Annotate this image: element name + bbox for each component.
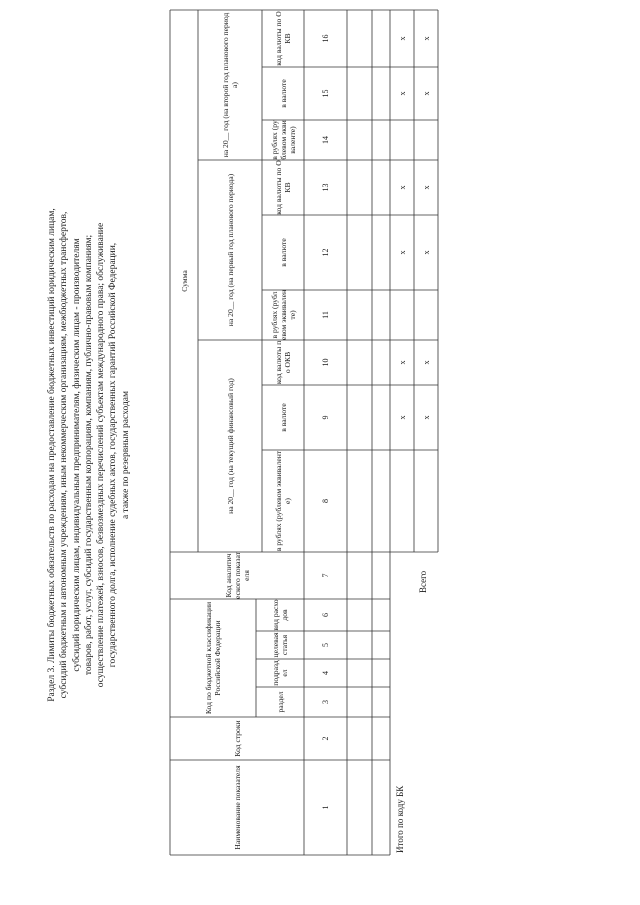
total-label: Всего <box>418 570 428 593</box>
column-number: 11 <box>321 311 330 319</box>
sub-header-cur: в валюте <box>278 238 288 267</box>
title-line: осуществление платежей, взносов, безвозмездных перечислений субъектам международного права; обслуживание <box>96 222 107 688</box>
period1-header: на 20__ год (на текущий финансовый год) <box>225 378 235 514</box>
title-line: а также по резервным расходам <box>120 390 131 520</box>
x-mark: x <box>397 360 407 365</box>
x-mark: x <box>397 36 407 41</box>
x-mark: x <box>421 415 431 420</box>
x-mark: x <box>421 91 431 96</box>
column-number: 7 <box>321 573 330 578</box>
period2-header: на 20__ год (на первый год планового периода) <box>225 173 235 327</box>
x-mark: x <box>397 91 407 96</box>
sub-header-okv: код валюты по ОКВ <box>274 160 292 215</box>
column-number: 16 <box>321 34 330 43</box>
column-number: 9 <box>321 415 330 420</box>
expense-type-header: вид расходов <box>271 599 289 631</box>
name-header: Наименование показателя <box>232 765 242 850</box>
column-number: 3 <box>321 700 330 704</box>
period3-header: на 20__ год (на второй год планового периода) <box>221 12 239 158</box>
sub-header-rub: в рублях (рублевом эквиваленте) <box>269 120 297 160</box>
subsection-header: подраздел <box>271 660 289 686</box>
column-number: 4 <box>321 671 330 675</box>
title-line: государственного долга, исполнение судебных актов, государственных гарантий Российской Федерации, <box>108 242 119 668</box>
x-mark: x <box>397 415 407 420</box>
column-number: 2 <box>321 736 330 741</box>
x-mark: x <box>397 185 407 190</box>
row-code-header: Код строки <box>232 720 242 757</box>
x-mark: x <box>421 185 431 190</box>
title-line: Раздел 3. Лимиты бюджетных обязательств по расходам на предоставление бюджетных инвестиций юридическим лицам, <box>47 208 57 702</box>
sub-header-rub: в рублях (рублевом эквиваленте) <box>269 290 297 340</box>
target-article-header: целевая статья <box>271 632 289 658</box>
x-mark: x <box>421 360 431 365</box>
analytic-code-header: Код аналитического показателя <box>223 552 251 599</box>
total-bk-label: Итого по коду БК <box>395 785 405 853</box>
title-line: товаров, работ, услуг, субсидий государственным корпорациям, компаниям, публично-правовым компаниям; <box>83 234 94 676</box>
sum-header: Сумма <box>179 270 189 292</box>
sub-header-okv: код валюты по ОКВ <box>274 340 292 385</box>
sub-header-rub: в рублях (рублевом эквиваленте) <box>274 450 292 552</box>
title-line: субсидий юридическим лицам, индивидуальным предпринимателям, физическим лицам - производителям <box>71 238 82 672</box>
column-number: 13 <box>321 183 330 192</box>
column-number: 10 <box>321 358 330 367</box>
bk-group-header: Код по бюджетной классификации Российской Федерации <box>204 601 222 715</box>
sub-header-okv: код валюты по ОКВ <box>274 11 292 66</box>
x-mark: x <box>421 250 431 255</box>
x-mark: x <box>421 36 431 41</box>
title-line: субсидий бюджетным и автономным учреждениям, иным некоммерческим организациям, межбюджетных трансфертов, <box>59 211 70 699</box>
column-number: 6 <box>321 613 330 617</box>
column-number: 5 <box>321 643 330 647</box>
x-mark: x <box>397 250 407 255</box>
column-number: 8 <box>321 499 330 503</box>
sub-header-cur: в валюте <box>278 403 288 432</box>
column-number: 1 <box>321 805 330 810</box>
column-number: 12 <box>321 248 330 257</box>
column-number: 15 <box>321 89 330 98</box>
column-number: 14 <box>321 136 330 144</box>
sub-header-cur: в валюте <box>278 79 288 108</box>
section-header: раздел <box>275 691 285 713</box>
